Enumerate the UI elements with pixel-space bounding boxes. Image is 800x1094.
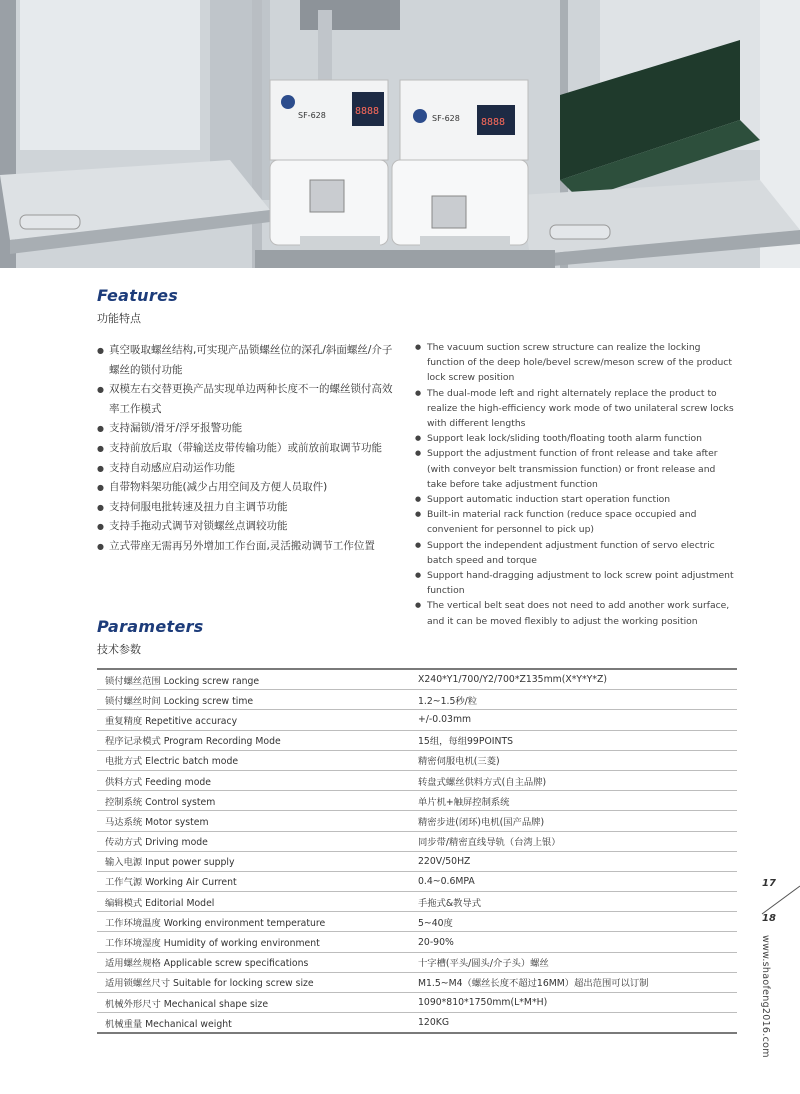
parameters-title: Parameters: [97, 617, 204, 636]
param-value: 同步带/精密直线导轨（台湾上银）: [410, 831, 737, 851]
param-value: X240*Y1/700/Y2/700*Z135mm(X*Y*Y*Z): [410, 669, 737, 690]
param-label: 输入电源 Input power supply: [97, 851, 410, 871]
right-feeder-display: 8888: [481, 117, 506, 128]
list-item: ● 支持伺服电批转速及扭力自主调节功能: [97, 498, 397, 518]
param-label: 工作气源 Working Air Current: [97, 871, 410, 891]
table-row: [97, 770, 737, 790]
table-row: [97, 811, 737, 831]
table-row: [97, 871, 737, 891]
param-value: 0.4~0.6MPA: [410, 871, 737, 891]
param-value: 手拖式&教导式: [410, 892, 737, 912]
list-item: ● 支持手拖动式调节对锁螺丝点调较功能: [97, 517, 397, 537]
param-label: 程序记录模式 Program Recording Mode: [97, 730, 410, 750]
table-row: [97, 750, 737, 770]
param-label: 电批方式 Electric batch mode: [97, 750, 410, 770]
list-item: ● 支持前放后取（带输送皮带传输功能）或前放前取调节功能: [97, 439, 397, 459]
table-row: [97, 831, 737, 851]
param-value: 5~40度: [410, 912, 737, 932]
param-label: 传动方式 Driving mode: [97, 831, 410, 851]
param-value: 1090*810*1750mm(L*M*H): [410, 993, 737, 1013]
list-item: ● Support automatic induction start operation function: [415, 492, 735, 507]
table-row: [97, 791, 737, 811]
param-value: M1.5~M4（螺丝长度不超过16MM）超出范围可以订制: [410, 972, 737, 992]
features-title: Features: [97, 286, 179, 305]
param-label: 锁付螺丝时间 Locking screw time: [97, 690, 410, 710]
website-url: www.shaofeng2016.com: [760, 935, 771, 1058]
parameters-table: [97, 668, 737, 1034]
param-value: 1.2~1.5秒/粒: [410, 690, 737, 710]
param-value: 15组，每组99POINTS: [410, 730, 737, 750]
param-label: 机械重量 Mechanical weight: [105, 1018, 232, 1030]
param-label: 重复精度 Repetitive accuracy: [97, 710, 410, 730]
list-item: ● Support the independent adjustment function of servo electric batch speed and torque: [415, 538, 735, 568]
param-label: 马达系统 Motor system: [97, 811, 410, 831]
param-label: 控制系统 Control system: [97, 791, 410, 811]
table-row: [97, 972, 737, 992]
list-item: ● Support hand-dragging adjustment to lock screw point adjustment function: [415, 568, 735, 598]
param-label: 工作环境湿度 Humidity of working environment: [97, 932, 410, 952]
param-value: 120KG: [418, 1017, 450, 1029]
features-subtitle: 功能特点: [97, 312, 141, 325]
param-value: 单片机+触屏控制系统: [410, 791, 737, 811]
param-value: 转盘式螺丝供料方式(自主品牌): [410, 770, 737, 790]
table-row: [97, 892, 737, 912]
right-feeder-model-label: SF-628: [432, 114, 460, 123]
product-photo: [0, 0, 800, 268]
list-item: ● The vertical belt seat does not need to add another work surface, and it can be moved flexibly to adjust the working position: [415, 598, 735, 628]
param-label: 编辑模式 Editorial Model: [97, 892, 410, 912]
list-item: ● 支持自动感应启动运作功能: [97, 459, 397, 479]
features-cn-list: [97, 341, 397, 557]
page-divider-line: [752, 880, 800, 920]
param-value: 精密步进(闭环)电机(国产品牌): [410, 811, 737, 831]
list-item: ● Built-in material rack function (reduce space occupied and convenient for personnel to pick up): [415, 507, 735, 537]
param-value: 20-90%: [410, 932, 737, 952]
list-item: ● The dual-mode left and right alternately replace the product to realize the high-efficiency work mode of two unilateral screw locks with different lengths: [415, 386, 735, 432]
param-value: 220V/50HZ: [410, 851, 737, 871]
list-item: ● 支持漏锁/滑牙/浮牙报警功能: [97, 419, 397, 439]
table-row: [97, 851, 737, 871]
table-row: [97, 690, 737, 710]
param-label: 适用锁螺丝尺寸 Suitable for locking screw size: [97, 972, 410, 992]
list-item: ● The vacuum suction screw structure can realize the locking function of the deep hole/bevel screw/meson screw of the product lock screw position: [415, 340, 735, 386]
table-row: [97, 669, 737, 690]
param-label: 锁付螺丝范围 Locking screw range: [97, 669, 410, 690]
list-item: ● 双模左右交替更换产品实现单边两种长度不一的螺丝锁付高效率工作模式: [97, 380, 397, 419]
list-item: ● 自带物料架功能(减少占用空间及方便人员取件): [97, 478, 397, 498]
right-page-number: 18: [762, 913, 776, 924]
list-item: ● Support the adjustment function of front release and take after (with conveyor belt transmission function) or front release and take before take adjustment function: [415, 446, 735, 492]
param-label: 供料方式 Feeding mode: [97, 770, 410, 790]
list-item: ● 立式带座无需再另外增加工作台面,灵活搬动调节工作位置: [97, 537, 397, 557]
features-en-list: [415, 340, 735, 629]
param-label: 适用螺丝规格 Applicable screw specifications: [97, 952, 410, 972]
table-row: [97, 993, 737, 1013]
param-label: 机械外形尺寸 Mechanical shape size: [97, 993, 410, 1013]
list-item: ● 真空吸取螺丝结构,可实现产品锁螺丝位的深孔/斜面螺丝/介子螺丝的锁付功能: [97, 341, 397, 380]
param-value: 十字槽(平头/圆头/介子头）螺丝: [410, 952, 737, 972]
table-row: [97, 710, 737, 730]
list-item: ● Support leak lock/sliding tooth/floating tooth alarm function: [415, 431, 735, 446]
table-row: [97, 730, 737, 750]
param-value: +/-0.03mm: [410, 710, 737, 730]
left-page-number: 17: [762, 878, 776, 889]
table-row: [97, 912, 737, 932]
table-row: [97, 932, 737, 952]
parameters-subtitle: 技术参数: [97, 643, 141, 656]
table-row: [97, 1013, 737, 1034]
left-feeder-display: 8888: [355, 106, 380, 117]
left-feeder-model-label: SF-628: [298, 111, 326, 120]
param-label: 工作环境温度 Working environment temperature: [97, 912, 410, 932]
table-row: [97, 952, 737, 972]
param-value: 精密伺服电机(三菱): [410, 750, 737, 770]
